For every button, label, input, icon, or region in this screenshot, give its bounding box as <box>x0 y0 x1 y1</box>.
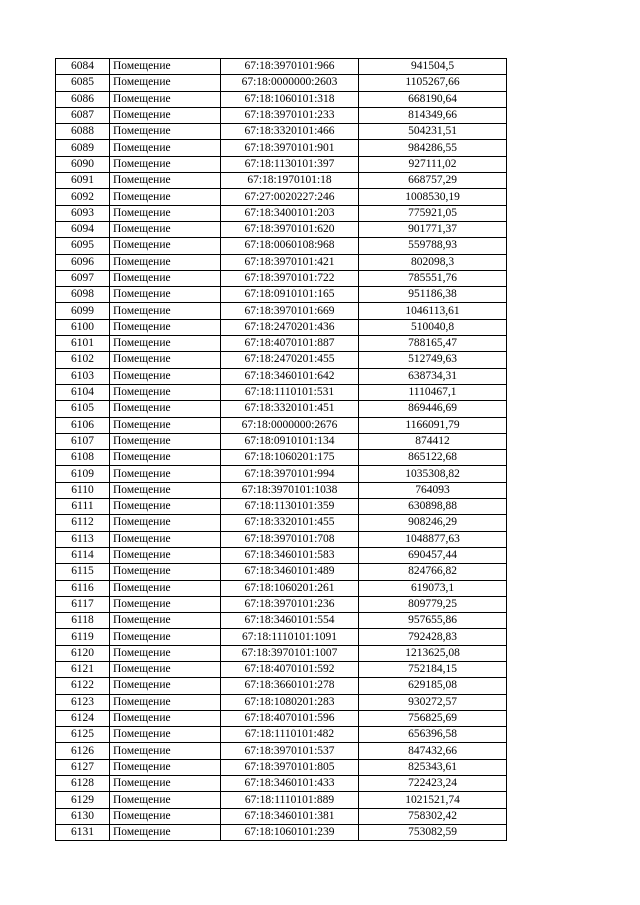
cadastral-value-cell: 1021521,74 <box>359 792 507 808</box>
object-type-cell: Помещение <box>110 678 221 694</box>
row-number-cell: 6128 <box>56 776 110 792</box>
row-number-cell: 6120 <box>56 645 110 661</box>
cadastral-value-cell: 619073,1 <box>359 580 507 596</box>
row-number-cell: 6115 <box>56 564 110 580</box>
cadastral-value-cell: 785551,76 <box>359 270 507 286</box>
row-number-cell: 6112 <box>56 515 110 531</box>
row-number-cell: 6108 <box>56 450 110 466</box>
cadastral-number-cell: 67:18:2470201:436 <box>221 319 359 335</box>
object-type-cell: Помещение <box>110 303 221 319</box>
table-row <box>56 694 507 710</box>
table-row <box>56 270 507 286</box>
cadastral-value-cell: 1110467,1 <box>359 384 507 400</box>
object-type-cell: Помещение <box>110 319 221 335</box>
cadastral-value-cell: 901771,37 <box>359 221 507 237</box>
row-number-cell: 6131 <box>56 824 110 840</box>
cadastral-number-cell: 67:18:3400101:203 <box>221 205 359 221</box>
cadastral-value-cell: 504231,51 <box>359 124 507 140</box>
cadastral-value-cell: 722423,24 <box>359 776 507 792</box>
object-type-cell: Помещение <box>110 466 221 482</box>
row-number-cell: 6087 <box>56 107 110 123</box>
object-type-cell: Помещение <box>110 75 221 91</box>
table-row <box>56 792 507 808</box>
cadastral-number-cell: 67:18:3460101:433 <box>221 776 359 792</box>
property-table-body <box>56 59 507 841</box>
cadastral-value-cell: 814349,66 <box>359 107 507 123</box>
cadastral-number-cell: 67:18:1110101:482 <box>221 727 359 743</box>
cadastral-number-cell: 67:18:3970101:1007 <box>221 645 359 661</box>
table-row <box>56 156 507 172</box>
object-type-cell: Помещение <box>110 547 221 563</box>
cadastral-number-cell: 67:18:3460101:554 <box>221 613 359 629</box>
object-type-cell: Помещение <box>110 124 221 140</box>
cadastral-value-cell: 764093 <box>359 482 507 498</box>
table-row <box>56 759 507 775</box>
object-type-cell: Помещение <box>110 515 221 531</box>
cadastral-number-cell: 67:18:1080201:283 <box>221 694 359 710</box>
cadastral-value-cell: 788165,47 <box>359 336 507 352</box>
table-row <box>56 75 507 91</box>
cadastral-number-cell: 67:18:3970101:236 <box>221 596 359 612</box>
cadastral-value-cell: 1105267,66 <box>359 75 507 91</box>
table-row <box>56 613 507 629</box>
cadastral-value-cell: 510040,8 <box>359 319 507 335</box>
cadastral-number-cell: 67:18:3970101:901 <box>221 140 359 156</box>
table-row <box>56 727 507 743</box>
table-row <box>56 401 507 417</box>
cadastral-value-cell: 984286,55 <box>359 140 507 156</box>
table-row <box>56 499 507 515</box>
object-type-cell: Помещение <box>110 661 221 677</box>
cadastral-number-cell: 67:18:3970101:421 <box>221 254 359 270</box>
row-number-cell: 6088 <box>56 124 110 140</box>
row-number-cell: 6094 <box>56 221 110 237</box>
cadastral-number-cell: 67:18:1130101:359 <box>221 499 359 515</box>
cadastral-number-cell: 67:18:3460101:642 <box>221 368 359 384</box>
cadastral-value-cell: 951186,38 <box>359 287 507 303</box>
row-number-cell: 6106 <box>56 417 110 433</box>
object-type-cell: Помещение <box>110 336 221 352</box>
object-type-cell: Помещение <box>110 254 221 270</box>
object-type-cell: Помещение <box>110 759 221 775</box>
table-row <box>56 776 507 792</box>
cadastral-number-cell: 67:18:0000000:2603 <box>221 75 359 91</box>
row-number-cell: 6125 <box>56 727 110 743</box>
cadastral-number-cell: 67:18:3970101:537 <box>221 743 359 759</box>
object-type-cell: Помещение <box>110 270 221 286</box>
row-number-cell: 6119 <box>56 629 110 645</box>
table-row <box>56 319 507 335</box>
object-type-cell: Помещение <box>110 792 221 808</box>
cadastral-number-cell: 67:18:3970101:620 <box>221 221 359 237</box>
row-number-cell: 6086 <box>56 91 110 107</box>
object-type-cell: Помещение <box>110 107 221 123</box>
cadastral-value-cell: 869446,69 <box>359 401 507 417</box>
table-row <box>56 287 507 303</box>
row-number-cell: 6104 <box>56 384 110 400</box>
object-type-cell: Помещение <box>110 450 221 466</box>
cadastral-value-cell: 1046113,61 <box>359 303 507 319</box>
row-number-cell: 6122 <box>56 678 110 694</box>
cadastral-value-cell: 927111,02 <box>359 156 507 172</box>
object-type-cell: Помещение <box>110 580 221 596</box>
cadastral-value-cell: 847432,66 <box>359 743 507 759</box>
cadastral-value-cell: 756825,69 <box>359 710 507 726</box>
object-type-cell: Помещение <box>110 433 221 449</box>
cadastral-number-cell: 67:18:1060101:318 <box>221 91 359 107</box>
row-number-cell: 6116 <box>56 580 110 596</box>
cadastral-value-cell: 809779,25 <box>359 596 507 612</box>
cadastral-number-cell: 67:18:3320101:451 <box>221 401 359 417</box>
object-type-cell: Помещение <box>110 140 221 156</box>
cadastral-value-cell: 874412 <box>359 433 507 449</box>
cadastral-number-cell: 67:18:4070101:887 <box>221 336 359 352</box>
object-type-cell: Помещение <box>110 694 221 710</box>
cadastral-number-cell: 67:18:1110101:889 <box>221 792 359 808</box>
table-row <box>56 433 507 449</box>
table-row <box>56 368 507 384</box>
property-table <box>55 58 507 841</box>
table-row <box>56 205 507 221</box>
row-number-cell: 6111 <box>56 499 110 515</box>
cadastral-number-cell: 67:18:3970101:233 <box>221 107 359 123</box>
row-number-cell: 6099 <box>56 303 110 319</box>
object-type-cell: Помещение <box>110 564 221 580</box>
row-number-cell: 6100 <box>56 319 110 335</box>
table-row <box>56 303 507 319</box>
cadastral-number-cell: 67:18:3320101:455 <box>221 515 359 531</box>
row-number-cell: 6130 <box>56 808 110 824</box>
cadastral-number-cell: 67:18:3460101:489 <box>221 564 359 580</box>
table-row <box>56 238 507 254</box>
table-row <box>56 466 507 482</box>
table-row <box>56 221 507 237</box>
cadastral-value-cell: 802098,3 <box>359 254 507 270</box>
cadastral-value-cell: 668757,29 <box>359 173 507 189</box>
cadastral-value-cell: 758302,42 <box>359 808 507 824</box>
row-number-cell: 6098 <box>56 287 110 303</box>
cadastral-number-cell: 67:18:1060101:239 <box>221 824 359 840</box>
cadastral-number-cell: 67:18:3970101:805 <box>221 759 359 775</box>
object-type-cell: Помещение <box>110 173 221 189</box>
table-row <box>56 596 507 612</box>
table-row <box>56 564 507 580</box>
table-row <box>56 124 507 140</box>
object-type-cell: Помещение <box>110 238 221 254</box>
cadastral-value-cell: 957655,86 <box>359 613 507 629</box>
row-number-cell: 6095 <box>56 238 110 254</box>
table-row <box>56 824 507 840</box>
table-row <box>56 450 507 466</box>
cadastral-number-cell: 67:18:3460101:381 <box>221 808 359 824</box>
cadastral-number-cell: 67:18:3970101:722 <box>221 270 359 286</box>
table-row <box>56 580 507 596</box>
table-row <box>56 352 507 368</box>
cadastral-number-cell: 67:18:0910101:134 <box>221 433 359 449</box>
cadastral-value-cell: 690457,44 <box>359 547 507 563</box>
object-type-cell: Помещение <box>110 629 221 645</box>
object-type-cell: Помещение <box>110 531 221 547</box>
cadastral-value-cell: 792428,83 <box>359 629 507 645</box>
object-type-cell: Помещение <box>110 824 221 840</box>
object-type-cell: Помещение <box>110 743 221 759</box>
object-type-cell: Помещение <box>110 368 221 384</box>
row-number-cell: 6113 <box>56 531 110 547</box>
table-row <box>56 336 507 352</box>
cadastral-number-cell: 67:18:0000000:2676 <box>221 417 359 433</box>
table-row <box>56 678 507 694</box>
object-type-cell: Помещение <box>110 221 221 237</box>
cadastral-number-cell: 67:18:4070101:596 <box>221 710 359 726</box>
cadastral-number-cell: 67:18:3460101:583 <box>221 547 359 563</box>
cadastral-value-cell: 752184,15 <box>359 661 507 677</box>
cadastral-value-cell: 668190,64 <box>359 91 507 107</box>
cadastral-number-cell: 67:18:1060201:175 <box>221 450 359 466</box>
object-type-cell: Помещение <box>110 710 221 726</box>
row-number-cell: 6084 <box>56 59 110 75</box>
cadastral-number-cell: 67:18:1110101:531 <box>221 384 359 400</box>
object-type-cell: Помещение <box>110 482 221 498</box>
cadastral-value-cell: 1048877,63 <box>359 531 507 547</box>
table-row <box>56 173 507 189</box>
cadastral-number-cell: 67:18:0060108:968 <box>221 238 359 254</box>
table-row <box>56 547 507 563</box>
table-row <box>56 710 507 726</box>
cadastral-value-cell: 908246,29 <box>359 515 507 531</box>
object-type-cell: Помещение <box>110 808 221 824</box>
cadastral-value-cell: 1166091,79 <box>359 417 507 433</box>
row-number-cell: 6093 <box>56 205 110 221</box>
row-number-cell: 6110 <box>56 482 110 498</box>
object-type-cell: Помещение <box>110 59 221 75</box>
cadastral-value-cell: 775921,05 <box>359 205 507 221</box>
cadastral-number-cell: 67:18:3970101:708 <box>221 531 359 547</box>
row-number-cell: 6129 <box>56 792 110 808</box>
row-number-cell: 6085 <box>56 75 110 91</box>
cadastral-number-cell: 67:27:0020227:246 <box>221 189 359 205</box>
table-row <box>56 808 507 824</box>
row-number-cell: 6126 <box>56 743 110 759</box>
cadastral-value-cell: 1008530,19 <box>359 189 507 205</box>
object-type-cell: Помещение <box>110 596 221 612</box>
cadastral-value-cell: 629185,08 <box>359 678 507 694</box>
cadastral-value-cell: 930272,57 <box>359 694 507 710</box>
cadastral-number-cell: 67:18:3970101:966 <box>221 59 359 75</box>
object-type-cell: Помещение <box>110 401 221 417</box>
row-number-cell: 6118 <box>56 613 110 629</box>
row-number-cell: 6107 <box>56 433 110 449</box>
table-row <box>56 384 507 400</box>
cadastral-number-cell: 67:18:3970101:669 <box>221 303 359 319</box>
row-number-cell: 6109 <box>56 466 110 482</box>
row-number-cell: 6096 <box>56 254 110 270</box>
row-number-cell: 6127 <box>56 759 110 775</box>
table-row <box>56 59 507 75</box>
row-number-cell: 6092 <box>56 189 110 205</box>
table-row <box>56 91 507 107</box>
cadastral-value-cell: 638734,31 <box>359 368 507 384</box>
cadastral-number-cell: 67:18:1970101:18 <box>221 173 359 189</box>
cadastral-number-cell: 67:18:3660101:278 <box>221 678 359 694</box>
row-number-cell: 6089 <box>56 140 110 156</box>
row-number-cell: 6123 <box>56 694 110 710</box>
row-number-cell: 6102 <box>56 352 110 368</box>
cadastral-number-cell: 67:18:3970101:994 <box>221 466 359 482</box>
row-number-cell: 6114 <box>56 547 110 563</box>
table-row <box>56 482 507 498</box>
cadastral-number-cell: 67:18:4070101:592 <box>221 661 359 677</box>
row-number-cell: 6101 <box>56 336 110 352</box>
table-row <box>56 531 507 547</box>
object-type-cell: Помещение <box>110 645 221 661</box>
row-number-cell: 6097 <box>56 270 110 286</box>
cadastral-number-cell: 67:18:0910101:165 <box>221 287 359 303</box>
table-row <box>56 645 507 661</box>
table-row <box>56 107 507 123</box>
cadastral-number-cell: 67:18:1130101:397 <box>221 156 359 172</box>
row-number-cell: 6105 <box>56 401 110 417</box>
object-type-cell: Помещение <box>110 384 221 400</box>
cadastral-value-cell: 1035308,82 <box>359 466 507 482</box>
object-type-cell: Помещение <box>110 499 221 515</box>
cadastral-number-cell: 67:18:1110101:1091 <box>221 629 359 645</box>
table-row <box>56 743 507 759</box>
object-type-cell: Помещение <box>110 91 221 107</box>
cadastral-value-cell: 559788,93 <box>359 238 507 254</box>
cadastral-value-cell: 1213625,08 <box>359 645 507 661</box>
cadastral-value-cell: 824766,82 <box>359 564 507 580</box>
cadastral-value-cell: 656396,58 <box>359 727 507 743</box>
cadastral-value-cell: 512749,63 <box>359 352 507 368</box>
table-row <box>56 629 507 645</box>
cadastral-value-cell: 630898,88 <box>359 499 507 515</box>
cadastral-number-cell: 67:18:2470201:455 <box>221 352 359 368</box>
object-type-cell: Помещение <box>110 189 221 205</box>
object-type-cell: Помещение <box>110 727 221 743</box>
table-row <box>56 254 507 270</box>
row-number-cell: 6117 <box>56 596 110 612</box>
cadastral-value-cell: 825343,61 <box>359 759 507 775</box>
object-type-cell: Помещение <box>110 613 221 629</box>
cadastral-number-cell: 67:18:1060201:261 <box>221 580 359 596</box>
object-type-cell: Помещение <box>110 776 221 792</box>
row-number-cell: 6090 <box>56 156 110 172</box>
object-type-cell: Помещение <box>110 156 221 172</box>
row-number-cell: 6091 <box>56 173 110 189</box>
table-row <box>56 140 507 156</box>
cadastral-value-cell: 941504,5 <box>359 59 507 75</box>
table-row <box>56 417 507 433</box>
object-type-cell: Помещение <box>110 205 221 221</box>
cadastral-value-cell: 753082,59 <box>359 824 507 840</box>
row-number-cell: 6121 <box>56 661 110 677</box>
object-type-cell: Помещение <box>110 287 221 303</box>
row-number-cell: 6124 <box>56 710 110 726</box>
cadastral-number-cell: 67:18:3970101:1038 <box>221 482 359 498</box>
table-row <box>56 189 507 205</box>
table-row <box>56 515 507 531</box>
object-type-cell: Помещение <box>110 352 221 368</box>
row-number-cell: 6103 <box>56 368 110 384</box>
table-row <box>56 661 507 677</box>
cadastral-number-cell: 67:18:3320101:466 <box>221 124 359 140</box>
object-type-cell: Помещение <box>110 417 221 433</box>
cadastral-value-cell: 865122,68 <box>359 450 507 466</box>
